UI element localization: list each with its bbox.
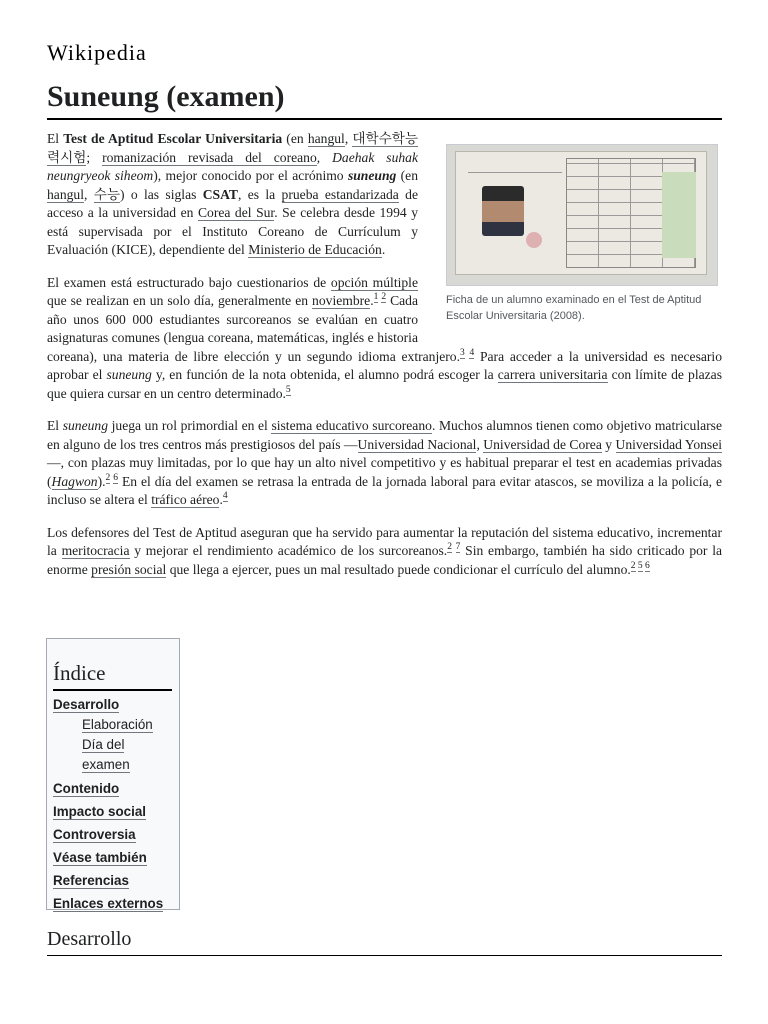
ref-link[interactable]: 2 <box>105 472 111 483</box>
link-romanizacion[interactable]: romanización revisada del coreano <box>102 149 317 165</box>
ref-link[interactable]: 2 <box>447 542 452 553</box>
article-body <box>47 130 722 593</box>
link-hangul-2[interactable]: hangul <box>47 186 84 202</box>
exam-card-photo[interactable] <box>446 144 718 286</box>
stamp-mark <box>526 232 542 248</box>
toc-item-dia-del-examen[interactable]: Día del examen <box>82 737 130 772</box>
toc-item-elaboracion[interactable]: Elaboración <box>82 717 153 732</box>
paragraph-criticism: Los defensores del Test de Aptitud aseguran que ha servido para aumentar la reputación del sistema educativo, incrementar la meritocracia y mejorar el rendimiento académico de los surcoreanos.$^{2 7}$ Sin embargo, también ha sido criticado por la enorme presión social que llega a ejercer, pues un mal resultado puede condicionar el currículo del alumno.$^{2 5 6}$ <box>47 524 723 577</box>
card-header-decoration <box>468 158 562 173</box>
toc-list <box>53 696 172 913</box>
ref-link[interactable]: 4 <box>469 347 475 358</box>
exam-card <box>455 151 707 275</box>
ref-link[interactable]: 6 <box>113 472 118 483</box>
student-portrait <box>482 186 524 236</box>
link-trafico-aereo[interactable]: tráfico aéreo <box>151 492 220 507</box>
toc-item-enlaces-externos[interactable]: Enlaces externos <box>53 896 164 911</box>
bold-term: Test de Aptitud Escolar Universitaria <box>63 131 283 146</box>
link-carrera[interactable]: carrera universitaria <box>497 367 608 382</box>
paragraph-intro: El Test de Aptitud Escolar Universitaria (en hangul, 대학수학능력시험; romanización revisada del coreano, Daehak suhak neungryeok siheom), mejor conocido por el acrónimo suneung (en hangul, 수능) o las siglas CSAT, es la prueba estandarizada de acceso a la universidad en Corea del Sur. Se celebra desde 1994 y está supervisada por el Instituto Coreano de Currículum y Evaluación (KICE), dependiente del Ministerio de Educación. <box>47 131 419 257</box>
toc-item-controversia[interactable]: Controversia <box>53 827 136 842</box>
ref-link[interactable]: 2 <box>630 560 636 571</box>
link-prueba-estandarizada[interactable]: prueba estandarizada <box>281 186 399 202</box>
link-noviembre[interactable]: noviembre <box>312 293 371 308</box>
paragraph-structure: El examen está estructurado bajo cuestionarios de opción múltiple que se realizan en un solo día, generalmente en noviembre.$^{1 2}$ Cada año unos 600 000 estudiantes surcoreanos se evalúan en cuatro asignaturas comunes (lengua coreana, matemáticas, inglés e historia coreana), una materia de libre elección y un segundo idioma extranjero.$^{3 4}$ Para acceder a la universidad es necesario aprobar el suneung y, en función de la nota obtenida, el alumno podrá escoger la carrera universitaria con límite de plazas que quiera cursar en un centro determinado.$^5$ <box>47 274 722 401</box>
link-hangul[interactable]: hangul <box>307 131 345 146</box>
page-title: Suneung (examen) <box>47 78 722 120</box>
ref-link[interactable]: 3 <box>459 347 465 358</box>
toc-item-desarrollo[interactable]: Desarrollo <box>53 697 120 712</box>
link-universidad-yonsei[interactable]: Universidad Yonsei <box>615 436 723 452</box>
link-suneung-korean[interactable]: 수능 <box>93 186 120 202</box>
ref-link[interactable]: 2 <box>381 292 387 303</box>
link-opcion-multiple[interactable]: opción múltiple <box>330 274 418 290</box>
ref-link[interactable]: 4 <box>222 491 228 502</box>
link-corea-del-sur[interactable]: Corea del Sur <box>197 205 275 220</box>
wikipedia-logo[interactable]: Wikipedia <box>47 40 147 65</box>
link-meritocracia[interactable]: meritocracia <box>61 543 130 558</box>
section-heading-desarrollo: Desarrollo <box>47 928 722 956</box>
link-universidad-corea[interactable]: Universidad de Corea <box>483 436 602 452</box>
toc-item-vease-tambien[interactable]: Véase también <box>53 850 147 865</box>
ref-link[interactable]: 1 <box>373 292 379 303</box>
toc-item-contenido[interactable]: Contenido <box>53 781 120 796</box>
ref-link[interactable]: 6 <box>645 560 650 571</box>
ref-link[interactable]: 7 <box>455 542 461 553</box>
link-hagwon[interactable]: Hagwon <box>51 473 98 489</box>
toc-title: Índice <box>53 661 172 691</box>
toc-item-impacto-social[interactable]: Impacto social <box>53 804 147 819</box>
ref-link[interactable]: 5 <box>637 560 643 571</box>
link-korean-name[interactable]: 대학수학능력시험 <box>47 131 419 165</box>
link-ministerio[interactable]: Ministerio de Educación <box>248 242 382 257</box>
infobox-figure <box>446 144 722 324</box>
figure-caption: Ficha de un alumno examinado en el Test de Aptitud Escolar Universitaria (2008). <box>446 294 702 322</box>
toc-item-referencias[interactable]: Referencias <box>53 873 129 888</box>
link-universidad-nacional[interactable]: Universidad Nacional <box>357 436 477 452</box>
table-of-contents <box>46 638 180 910</box>
link-presion-social[interactable]: presión social <box>91 561 167 577</box>
ref-link[interactable]: 5 <box>285 384 291 395</box>
link-sistema-educativo[interactable]: sistema educativo surcoreano <box>271 418 432 433</box>
paragraph-role: El suneung juega un rol primordial en el sistema educativo surcoreano. Muchos alumnos tienen como objetivo matricularse en alguno de los tres centros más prestigiosos del país —Universidad Nacional, Universidad de Corea y Universidad Yonsei—, con plazas muy limitadas, por lo que hay un alto nivel competitivo y es habitual preparar el test en academias privadas (Hagwon).$^{2 6}$ En el día del examen se retrasa la entrada de la jornada laboral para evitar atascos, se moviliza a la policía, e incluso se altera el tráfico aéreo.$^4$ <box>47 418 723 507</box>
green-column <box>662 172 696 258</box>
